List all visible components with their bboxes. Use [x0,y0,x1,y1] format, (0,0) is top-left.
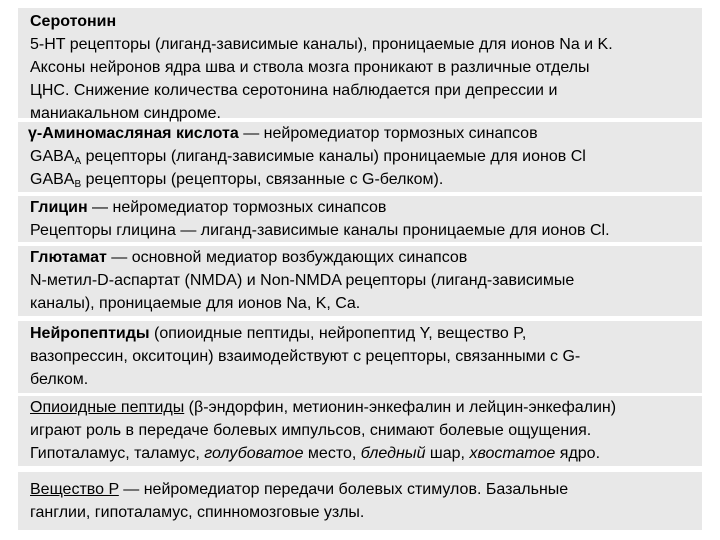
neuropeptides-title: Нейропептиды [30,325,150,342]
glycine-line-2: Рецепторы глицина — лиганд-зависимые каналы проницаемые для ионов Cl. [30,222,610,239]
glycine-title-line: Глицин — нейромедиатор тормозных синапсов [30,199,387,216]
gamma-symbol: γ [28,125,37,142]
beta-symbol: β [194,399,204,416]
opioid-title-line: Опиоидные пептиды (β-эндорфин, метионин-энкефалин и лейцин-энкефалин) [30,399,617,416]
substance-p-title-line: Вещество P — нейромедиатор передачи болевых стимулов. Базальные [30,481,569,498]
glutamate-line-2: N-метил-D-аспартат (NMDA) и Non-NMDA рецепторы (лиганд-зависимые [30,272,575,289]
opioid-title: Опиоидные пептиды [30,399,185,416]
serotonin-line-4: маниакальном синдроме. [30,105,221,122]
serotonin-line-1: 5-HT рецепторы (лиганд-зависимые каналы), проницаемые для ионов Na и K. [30,36,613,53]
neuropeptides-line-2: вазопрессин, окситоцин) взаимодействуют с рецепторы, связанными с G- [30,348,581,365]
glutamate-title-line: Глютамат — основной медиатор возбуждающих синапсов [30,249,468,266]
neuropeptides-block [18,321,702,393]
neuropeptides-title-line: Нейропептиды (опиоидные пептиды, нейропептид Y, вещество P, [30,325,527,342]
neuropeptides-line-3: белком. [30,371,89,388]
opioid-line-3: Гипоталамус, таламус, голубоватое место, бледный шар, хвостатое ядро. [30,445,601,462]
substance-p-block [18,472,702,530]
glutamate-line-3: каналы), проницаемые для ионов Na, K, Ca. [30,295,361,312]
opioid-line-2: играют роль в передаче болевых импульсов, снимают болевые ощущения. [30,422,592,439]
substance-p-line-2: ганглии, гипоталамус, спинномозговые узлы. [30,504,365,521]
gaba-title-line [28,122,694,145]
serotonin-line-3: ЦНС. Снижение количества серотонина наблюдается при депрессии и [30,82,558,99]
glutamate-title: Глютамат [30,249,107,266]
serotonin-block [18,8,702,122]
opioid-block [18,396,702,466]
serotonin-title: Серотонин [30,13,117,30]
substance-p-title: Вещество P [30,481,119,498]
gaba-block [18,122,702,192]
gaba-title: -Аминомасляная кислота [36,125,239,142]
serotonin-line-2: Аксоны нейронов ядра шва и ствола мозга проникают в различные отделы [30,59,590,76]
gaba-title-rest: — нейромедиатор тормозных синапсов [238,125,538,142]
glycine-block [18,196,702,242]
gaba-a-line: $GABA_A$ рецепторы (лиганд-зависимые каналы) проницаемые для ионов Cl [30,148,586,167]
gaba-b-line: $GABA_B$ рецепторы (рецепторы, связанные с G-белком). [30,171,444,190]
glutamate-block [18,246,702,316]
glycine-title: Глицин [30,199,88,216]
